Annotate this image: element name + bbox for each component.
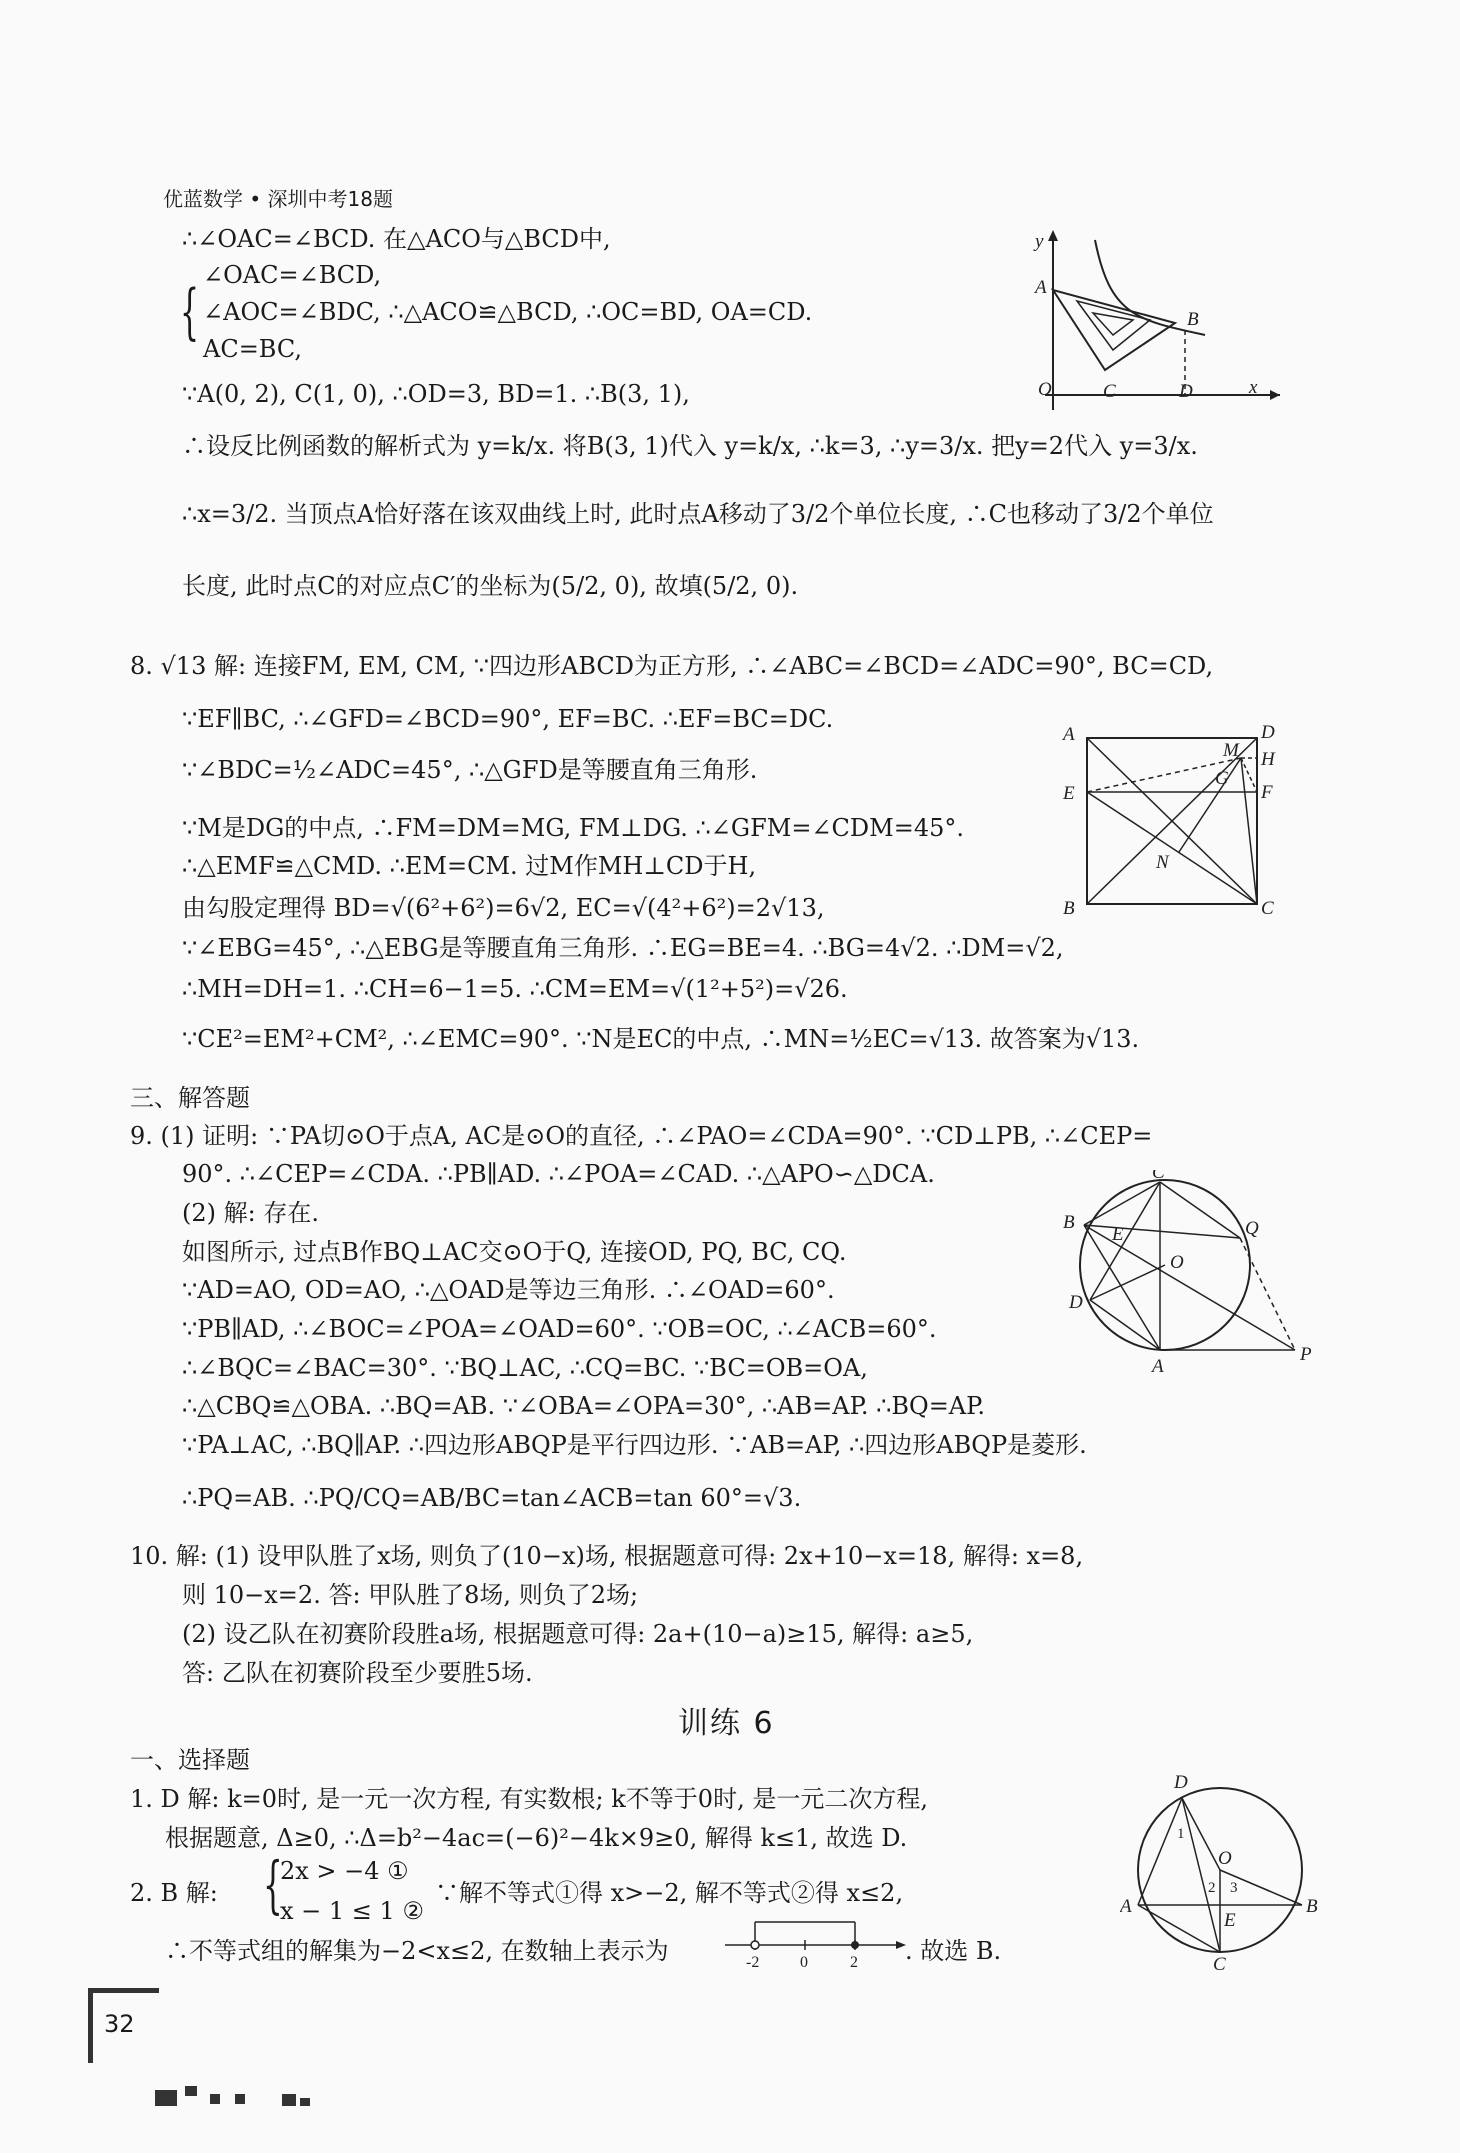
system-brace: { xyxy=(180,277,200,347)
q9-fig-label-1: B xyxy=(1063,1212,1075,1233)
q9-line-2: 90°. ∴∠CEP=∠CDA. ∴PB∥AD. ∴∠POA=∠CAD. ∴△APO∽△DCA. xyxy=(182,1160,935,1188)
q8-fig-label-5: E xyxy=(1063,783,1075,804)
q9-fig-label-6: A xyxy=(1152,1356,1164,1377)
q7-fig-label-5: D xyxy=(1179,381,1193,402)
q7-system-1: ∠OAC=∠BCD, xyxy=(203,261,382,289)
q8-fig-label-0: A xyxy=(1063,724,1075,745)
footer-decoration xyxy=(155,2090,177,2106)
t2-line-2-tail: . 故选 B. xyxy=(905,1937,1002,1965)
section-title-choice: 一、选择题 xyxy=(130,1746,250,1774)
number-line xyxy=(720,1910,910,1974)
q8-line-7: ∵∠EBG=45°, ∴△EBG是等腰直角三角形. ∴EG=BE=4. ∴BG=4√2. ∴DM=√2, xyxy=(182,934,1064,962)
q7-hyperbola-figure xyxy=(1005,225,1295,419)
t1-line-1: 1. D 解: k=0时, 是一元一次方程, 有实数根; k不等于0时, 是一元二次方程, xyxy=(130,1785,928,1813)
t2-tail: ∵解不等式①得 x>−2, 解不等式②得 x≤2, xyxy=(435,1879,904,1907)
q9-fig-label-0: C xyxy=(1152,1170,1165,1183)
q7-line-3: ∴设反比例函数的解析式为 y=k/x. 将B(3, 1)代入 y=k/x, ∴k=3, ∴y=3/x. 把y=2代入 y=3/x. xyxy=(182,432,1198,460)
q7-line-1: ∴∠OAC=∠BCD. 在△ACO与△BCD中, xyxy=(182,225,611,253)
q8-fig-label-4: G xyxy=(1215,768,1229,789)
q8-fig-label-9: C xyxy=(1261,898,1274,919)
q8-line-2: ∵EF∥BC, ∴∠GFD=∠BCD=90°, EF=BC. ∴EF=BC=DC. xyxy=(182,705,834,733)
q9-fig-label-3: Q xyxy=(1245,1218,1259,1239)
t1-fig-label-2: O xyxy=(1218,1848,1232,1869)
q9-line-7: ∴∠BQC=∠BAC=30°. ∵BQ⊥AC, ∴CQ=BC. ∵BC=OB=OA, xyxy=(182,1354,868,1382)
footer-decoration xyxy=(235,2094,245,2104)
q8-line-9: ∵CE²=EM²+CM², ∴∠EMC=90°. ∵N是EC的中点, ∴MN=½EC=√13. 故答案为√13. xyxy=(182,1025,1140,1053)
t1-fig-label-3: 2 xyxy=(1208,1880,1216,1896)
q9-fig-label-4: O xyxy=(1170,1252,1184,1273)
section-title-answers: 三、解答题 xyxy=(130,1084,250,1112)
q7-fig-label-1: A xyxy=(1035,277,1047,298)
t1-line-2: 根据题意, Δ≥0, ∴Δ=b²−4ac=(−6)²−4k×9≥0, 解得 k≤1, 故选 D. xyxy=(165,1824,908,1852)
q10-line-2: 则 10−x=2. 答: 甲队胜了8场, 则负了2场; xyxy=(182,1581,639,1609)
q8-line-5: ∴△EMF≌△CMD. ∴EM=CM. 过M作MH⊥CD于H, xyxy=(182,852,757,880)
q9-line-10: ∴PQ=AB. ∴PQ/CQ=AB/BC=tan∠ACB=tan 60°=√3. xyxy=(182,1484,802,1512)
q10-line-1: 10. 解: (1) 设甲队胜了x场, 则负了(10−x)场, 根据题意可得: 2x+10−x=18, 解得: x=8, xyxy=(130,1542,1084,1570)
q9-line-4: 如图所示, 过点B作BQ⊥AC交⊙O于Q, 连接OD, PQ, BC, CQ. xyxy=(182,1238,847,1266)
t2-inequality-1: 2x > −4 ① xyxy=(280,1857,409,1885)
q8-fig-label-6: F xyxy=(1261,782,1273,803)
t1-fig-label-7: B xyxy=(1306,1896,1318,1917)
q7-line-5: 长度, 此时点C的对应点C′的坐标为(5/2, 0), 故填(5/2, 0). xyxy=(182,572,799,600)
numberline-tick-1: 0 xyxy=(800,1954,808,1970)
q8-fig-label-2: M xyxy=(1223,740,1239,761)
footer-decoration xyxy=(210,2094,220,2104)
q9-line-8: ∴△CBQ≌△OBA. ∴BQ=AB. ∵∠OBA=∠OPA=30°, ∴AB=AP. ∴BQ=AP. xyxy=(182,1392,986,1420)
t1-fig-label-8: C xyxy=(1213,1954,1226,1975)
numberline-tick-0: -2 xyxy=(746,1954,760,1970)
q9-line-5: ∵AD=AO, OD=AO, ∴△OAD是等边三角形. ∴∠OAD=60°. xyxy=(182,1276,835,1304)
q7-line-2: ∵A(0, 2), C(1, 0), ∴OD=3, BD=1. ∴B(3, 1), xyxy=(182,380,690,408)
q8-fig-label-1: D xyxy=(1261,722,1275,743)
q7-fig-label-3: O xyxy=(1038,379,1052,400)
q9-line-1: 9. (1) 证明: ∵PA切⊙O于点A, AC是⊙O的直径, ∴∠PAO=∠CDA=90°. ∵CD⊥PB, ∴∠CEP= xyxy=(130,1122,1153,1150)
q10-line-4: 答: 乙队在初赛阶段至少要胜5场. xyxy=(182,1659,533,1687)
t1-fig-label-5: A xyxy=(1120,1896,1132,1917)
q8-line-3: ∵∠BDC=½∠ADC=45°, ∴△GFD是等腰直角三角形. xyxy=(182,756,758,784)
q7-fig-label-6: x xyxy=(1249,377,1258,398)
t2-system-brace: { xyxy=(263,1848,283,1921)
training-title: 训练 6 xyxy=(678,1706,775,1741)
t1-fig-label-1: 1 xyxy=(1177,1826,1185,1842)
t2-line-2: ∴不等式组的解集为−2<x≤2, 在数轴上表示为 xyxy=(165,1937,669,1965)
t1-circle-figure xyxy=(1120,1770,1330,1979)
q8-fig-label-8: B xyxy=(1063,898,1075,919)
page-number: 32 xyxy=(104,2010,135,2038)
q8-line-4: ∵M是DG的中点, ∴FM=DM=MG, FM⊥DG. ∴∠GFM=∠CDM=45°. xyxy=(182,814,964,842)
t2-inequality-2: x − 1 ≤ 1 ② xyxy=(280,1897,424,1925)
running-title: 优蓝数学 • 深圳中考18题 xyxy=(163,187,393,211)
t2-prefix: 2. B 解: xyxy=(130,1879,218,1907)
q8-line-8: ∴MH=DH=1. ∴CH=6−1=5. ∴CM=EM=√(1²+5²)=√26. xyxy=(182,975,848,1003)
q9-circle-figure xyxy=(1060,1170,1330,1384)
q7-fig-label-2: B xyxy=(1187,309,1199,330)
footer-decoration xyxy=(282,2094,296,2106)
q7-fig-label-0: y xyxy=(1035,231,1044,252)
q9-line-3: (2) 解: 存在. xyxy=(182,1199,319,1227)
q9-fig-label-2: E xyxy=(1112,1224,1124,1245)
q9-fig-label-5: D xyxy=(1069,1292,1083,1313)
t1-fig-label-0: D xyxy=(1174,1772,1188,1793)
footer-decoration xyxy=(300,2098,310,2106)
t1-fig-label-6: E xyxy=(1224,1910,1236,1931)
q8-fig-label-3: H xyxy=(1261,749,1275,770)
q8-square-figure xyxy=(1055,720,1305,924)
footer-decoration xyxy=(185,2086,197,2096)
q9-line-6: ∵PB∥AD, ∴∠BOC=∠POA=∠OAD=60°. ∵OB=OC, ∴∠ACB=60°. xyxy=(182,1315,937,1343)
numberline-tick-2: 2 xyxy=(850,1954,858,1970)
q7-line-4: ∴x=3/2. 当顶点A恰好落在该双曲线上时, 此时点A移动了3/2个单位长度, ∴C也移动了3/2个单位 xyxy=(182,500,1214,528)
q8-line-1: 8. √13 解: 连接FM, EM, CM, ∵四边形ABCD为正方形, ∴∠ABC=∠BCD=∠ADC=90°, BC=CD, xyxy=(130,652,1214,680)
q8-line-6: 由勾股定理得 BD=√(6²+6²)=6√2, EC=√(4²+6²)=2√13, xyxy=(182,894,825,922)
q7-fig-label-4: C xyxy=(1103,381,1116,402)
q7-system-3: AC=BC, xyxy=(203,335,303,363)
q7-system-2: ∠AOC=∠BDC, ∴△ACO≌△BCD, ∴OC=BD, OA=CD. xyxy=(203,298,813,326)
q10-line-3: (2) 设乙队在初赛阶段胜a场, 根据题意可得: 2a+(10−a)≥15, 解得: a≥5, xyxy=(182,1620,974,1648)
q9-line-9: ∵PA⊥AC, ∴BQ∥AP. ∴四边形ABQP是平行四边形. ∵AB=AP, ∴四边形ABQP是菱形. xyxy=(182,1431,1087,1459)
q8-fig-label-7: N xyxy=(1156,852,1169,873)
t1-fig-label-4: 3 xyxy=(1230,1880,1238,1896)
q9-fig-label-7: P xyxy=(1300,1344,1312,1365)
